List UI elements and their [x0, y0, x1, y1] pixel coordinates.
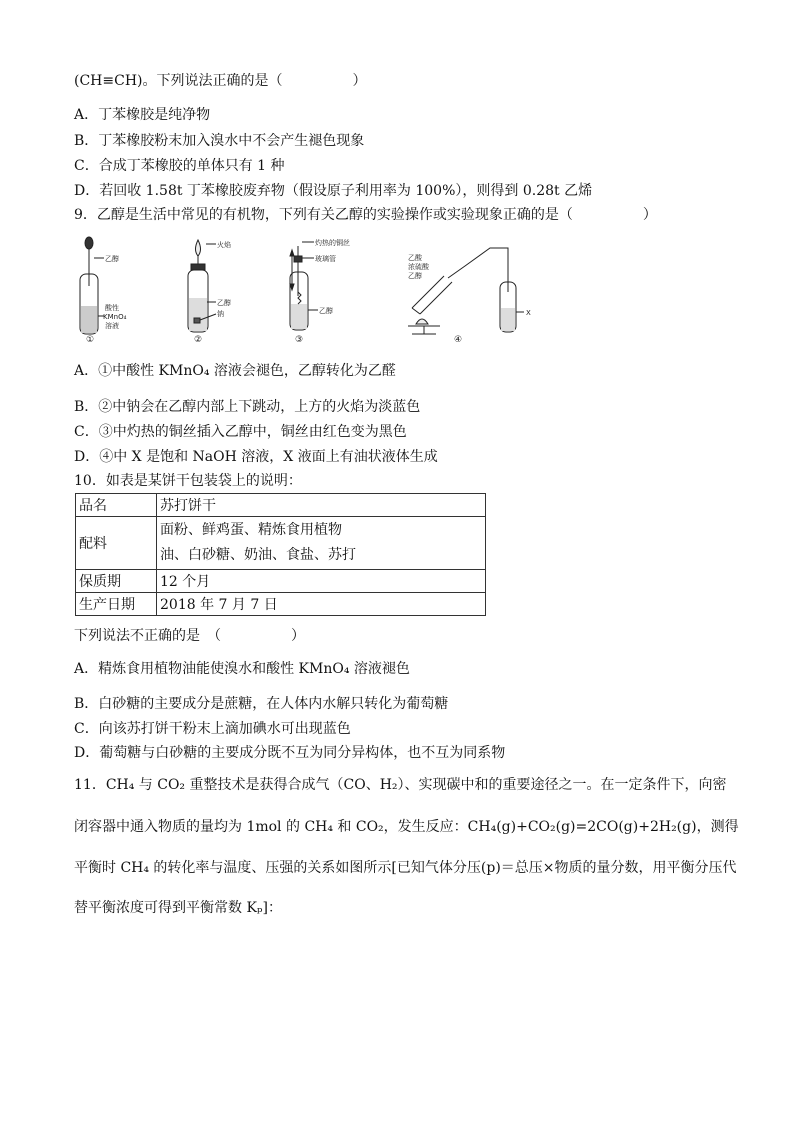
label-ethanol-2: 乙醇	[217, 299, 231, 307]
q9-option-a: A．①中酸性 KMnO₄ 溶液会褪色，乙醇转化为乙醛	[74, 363, 396, 379]
table-row	[76, 494, 486, 517]
q8-option-a: A．丁苯橡胶是纯净物	[74, 107, 211, 123]
label-ethanol-1: 乙醇	[105, 255, 119, 263]
q9-apparatus-figure	[70, 236, 630, 346]
q8-stem-tail: (CH≡CH)。下列说法正确的是（ ）	[74, 73, 367, 89]
q10-stem: 10．如表是某饼干包装袋上的说明：	[74, 473, 302, 489]
table-value: 2018 年 7 月 7 日	[157, 593, 486, 616]
label-acetic-acid: 乙酸	[408, 254, 422, 262]
ingredients-line-2: 油、白砂糖、奶油、食盐、苏打	[160, 547, 356, 563]
label-n2: ②	[194, 335, 203, 345]
q10-product-table	[75, 493, 486, 616]
label-kmno4: KMnO₄	[103, 313, 127, 321]
label-copper-wire: 灼热的铜丝	[315, 239, 350, 247]
q11-line-2: 闭容器中通入物质的量均为 1mol 的 CH₄ 和 CO₂，发生反应：CH₄(g)+CO₂(g)=2CO(g)+2H₂(g)，测得	[74, 819, 739, 835]
q11-line-3: 平衡时 CH₄ 的转化率与温度、压强的关系如图所示[已知气体分压(p)＝总压×物质的量分数，用平衡分压代	[74, 860, 737, 876]
label-sulfuric-acid: 浓硫酸	[408, 263, 429, 271]
q9-stem: 9．乙醇是生活中常见的有机物，下列有关乙醇的实验操作或实验现象正确的是（ ）	[74, 207, 657, 223]
label-sodium: 钠	[217, 310, 224, 318]
table-key: 配料	[76, 517, 157, 570]
label-x: X	[526, 309, 531, 317]
label-glass-tube: 玻璃管	[315, 255, 336, 263]
apparatus-2	[188, 240, 216, 332]
table-key: 保质期	[76, 570, 157, 593]
q9-option-b: B．②中钠会在乙醇内部上下跳动，上方的火焰为淡蓝色	[74, 399, 421, 415]
q10-question: 下列说法不正确的是 （ ）	[74, 628, 305, 644]
table-row	[76, 593, 486, 616]
q11-line-4: 替平衡浓度可得到平衡常数 Kₚ]：	[74, 900, 282, 916]
label-acidic: 酸性	[105, 304, 119, 312]
q8-option-d: D．若回收 1.58t 丁苯橡胶废弃物（假设原子利用率为 100%），则得到 0.28t 乙烯	[74, 183, 593, 199]
label-n3: ③	[295, 335, 304, 345]
q11-line-1: 11．CH₄ 与 CO₂ 重整技术是获得合成气（CO、H₂）、实现碳中和的重要途径之一。在一定条件下，向密	[74, 777, 727, 793]
table-value: 苏打饼干	[157, 494, 486, 517]
q10-option-a: A．精炼食用植物油能使溴水和酸性 KMnO₄ 溶液褪色	[74, 661, 410, 677]
label-flame: 火焰	[217, 241, 231, 249]
table-value	[157, 517, 486, 570]
label-solution: 溶液	[105, 322, 119, 330]
apparatus-4	[408, 248, 524, 334]
q9-option-c: C．③中灼热的铜丝插入乙醇中，铜丝由红色变为黑色	[74, 424, 407, 440]
table-value: 12 个月	[157, 570, 486, 593]
label-n4: ④	[454, 335, 463, 345]
q10-option-b: B．白砂糖的主要成分是蔗糖，在人体内水解只转化为葡萄糖	[74, 696, 449, 712]
q10-option-c: C．向该苏打饼干粉末上滴加碘水可出现蓝色	[74, 721, 351, 737]
q8-option-b: B．丁苯橡胶粉末加入溴水中不会产生褪色现象	[74, 133, 365, 149]
table-row	[76, 570, 486, 593]
table-key: 生产日期	[76, 593, 157, 616]
q10-option-d: D．葡萄糖与白砂糖的主要成分既不互为同分异构体，也不互为同系物	[74, 745, 506, 761]
label-ethanol-4: 乙醇	[408, 272, 422, 280]
apparatus-3	[290, 242, 318, 330]
table-row	[76, 517, 486, 570]
label-n1: ①	[86, 335, 95, 345]
apparatus-1	[80, 237, 104, 334]
q8-option-c: C．合成丁苯橡胶的单体只有 1 种	[74, 158, 285, 174]
table-key: 品名	[76, 494, 157, 517]
label-ethanol-3: 乙醇	[319, 307, 333, 315]
q9-option-d: D．④中 X 是饱和 NaOH 溶液，X 液面上有油状液体生成	[74, 449, 438, 465]
ingredients-line-1: 面粉、鲜鸡蛋、精炼食用植物	[160, 522, 342, 538]
